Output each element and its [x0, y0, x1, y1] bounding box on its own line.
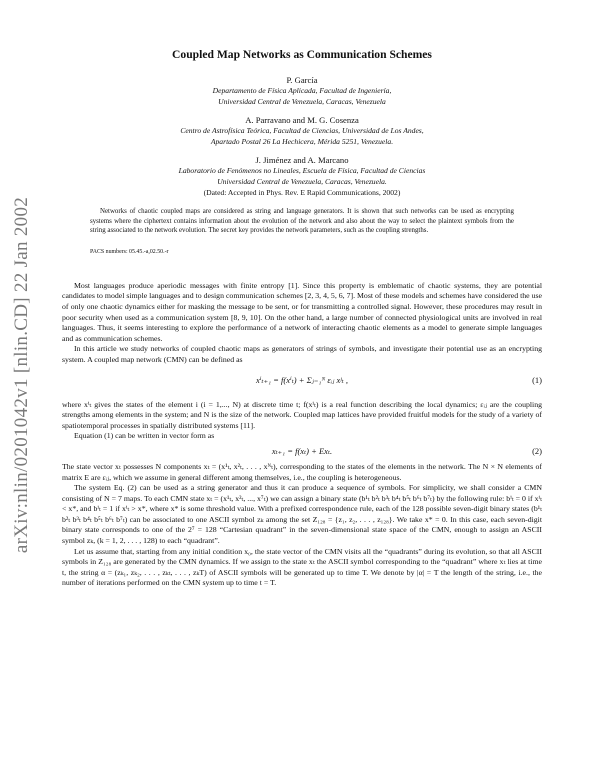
affiliation-line: Centro de Astrofísica Teórica, Facultad de Ciencias, Universidad de Los Andes,	[180, 126, 424, 135]
body-paragraph: The state vector xₜ possesses N components xₜ = (x¹ₜ, x²ₜ, . . . , xᴺₜ), corresponding to the states of the elements in the network. The N × N elements of matrix E are εᵢⱼ, which we assume in general different among themselves, i.e., the coupling is heterogeneous.	[62, 461, 542, 482]
paper-title: Coupled Map Networks as Communication Schemes	[172, 48, 432, 61]
pacs-numbers: PACS numbers: 05.45.-a,02.50.-r	[90, 248, 169, 255]
arxiv-identifier: arXiv:nlin/0201042v1 [nlin.CD] 22 Jan 2002	[11, 196, 32, 554]
dated-line: (Dated: Accepted in Phys. Rev. E Rapid Communications, 2002)	[203, 188, 401, 197]
author-block-3	[62, 155, 542, 198]
body-paragraph: Let us assume that, starting from any initial condition x₀, the state vector of the CMN visits all the “quadrants” during its evolution, so that all ASCII symbols in Z₁₂₈ are generated by the CMN dynamics. If we assign to the state xₜ the ASCII symbol corresponding to the “quadrant” where xₜ lies at time t, the string α = (zₖ₁, zₖ₂, . . . , zₖₜ, . . . , zₖT) of ASCII symbols will be generated up to time T. We denote by |α| = T the length of the string, i.e., the number of iterations performed on the CMN system up to time t = T.	[62, 546, 542, 588]
equation-number: (2)	[532, 445, 542, 456]
affiliation-line: Apartado Postal 26 La Hechicera, Mérida 5251, Venezuela.	[210, 137, 394, 146]
affiliation-line: Universidad Central de Venezuela, Caracas, Venezuela.	[217, 177, 387, 186]
authors-line: J. Jiménez and A. Marcano	[255, 155, 349, 165]
body-paragraph: Most languages produce aperiodic messages with finite entropy [1]. Since this property is emblematic of chaotic systems, they are potential candidates to model simple languages and to design communication schemes [2, 3, 4, 5, 6, 7]. Most of these models and schemes have considered the use of only one chaotic dynamics either for masking the message to be sent, or for transmitting a controlled signal. However, these procedures may result in poor security when used as a communication system [8, 9, 10]. On the other hand, a large number of connected physiological units are involved in real languages. Thus, it seems interesting to explore the performance of a network of interacting chaotic elements as a model to generate simple languages and as communication schemes.	[62, 280, 542, 343]
affiliation-line: Departamento de Física Aplicada, Facultad de Ingeniería,	[212, 86, 392, 95]
authors-line: P. García	[286, 75, 318, 85]
author-block-2	[62, 115, 542, 147]
equation-1	[62, 366, 542, 400]
equation-expression: xₜ₊₁ = f(xₜ) + Exₜ.	[271, 445, 333, 456]
affiliation-line: Universidad Central de Venezuela, Caracas, Venezuela	[218, 97, 386, 106]
paper-page	[62, 48, 542, 589]
abstract: Networks of chaotic coupled maps are considered as string and language generators. It is shown that such networks can be used as encrypting systems where the ciphertext contains information about the evolution of the network and also about the way to select the plaintext symbols from the string associated to the network evolution. The secret key provides the network parameters, such as the coupling strengths.	[90, 208, 514, 235]
authors-line: A. Parravano and M. G. Cosenza	[245, 115, 359, 125]
body-paragraph: In this article we study networks of coupled chaotic maps as generators of strings of symbols, and investigate their potential use as an encrypting system. A coupled map network (CMN) can be defined as	[62, 344, 542, 364]
body-paragraph: Equation (1) can be written in vector form as	[74, 431, 215, 441]
body-paragraph: The system Eq. (2) can be used as a string generator and thus it can produce a sequence of symbols. For simplicity, we shall consider a CMN consisting of N = 7 maps. To each CMN state xₜ = (x¹ₜ, x²ₜ, ..., x⁷ₜ) we can assign a binary state (b¹ₜ b²ₜ b³ₜ b⁴ₜ b⁵ₜ b⁶ₜ b⁷ₜ) by the following rule: bⁱₜ = 0 if xⁱₜ < x*, and bⁱₜ = 1 if xⁱₜ > x*, where x* is some threshold value. With a prefixed correspondence rule, each of the 128 possible seven-digit binary states (b¹ₜ b²ₜ b³ₜ b⁴ₜ b⁵ₜ b⁶ₜ b⁷ₜ) can be associated to one ASCII symbol zₖ among the set Z₁₂₈ = {z₁, z₂, . . . , z₁₂₈}. We take x* = 0. In this case, each seven-digit binary state corresponds to one of the 2⁷ = 128 “Cartesian quadrant” in the seven-dimensional state space of the CMN, enough to assign an ASCII symbol zₖ, (k = 1, 2, . . . , 128) to each “quadrant”.	[62, 483, 542, 546]
arxiv-sidebar	[0, 160, 44, 590]
paper-body	[62, 281, 542, 589]
affiliation-line: Laboratorio de Fenómenos no Lineales, Escuela de Física, Facultad de Ciencias	[178, 166, 426, 175]
body-paragraph: where xⁱₜ gives the states of the element i (i = 1,..., N) at discrete time t; f(xⁱₜ) is a real function describing the local dynamics; εᵢⱼ are the coupling strengths among elements in the system; and N is the size of the network. Coupled map lattices have provided fruitful models for the study of a variety of spatiotemporal processes in spatially distributed systems [11].	[62, 399, 542, 430]
equation-number: (1)	[532, 374, 542, 385]
author-block-1	[62, 75, 542, 107]
equation-expression: xⁱₜ₊₁ = f(xⁱₜ) + Σⱼ₌₁ᴺ εᵢⱼ xʲₜ ,	[256, 374, 348, 385]
equation-2	[62, 442, 542, 462]
